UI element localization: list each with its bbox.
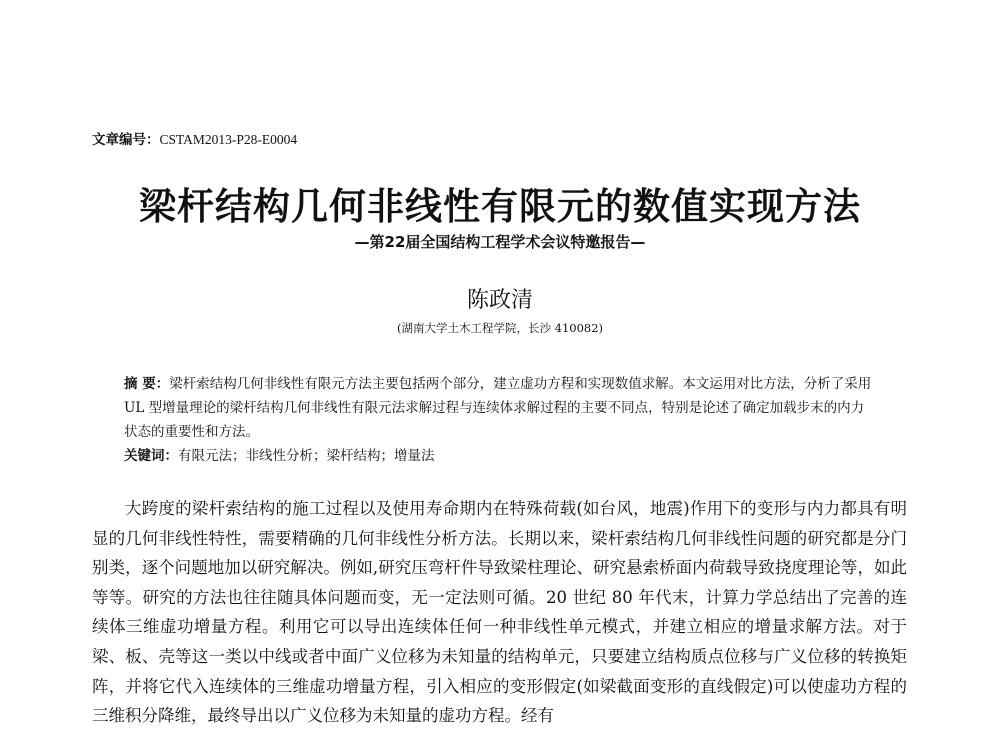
- paper-subtitle: —第22届全国结构工程学术会议特邀报告—: [354, 233, 646, 251]
- author-affiliation: (湖南大学土木工程学院，长沙 410082): [396, 321, 604, 335]
- author-name: 陈政清: [466, 288, 533, 313]
- keywords-text: 有限元法；非线性分析；梁杆结构；增量法: [178, 448, 435, 464]
- article-id-value: CSTAM2013-P28-E0004: [159, 132, 298, 147]
- abstract-label: 摘 要：: [124, 376, 170, 392]
- article-id-label: 文章编号：: [92, 132, 160, 148]
- keywords: [124, 444, 874, 464]
- keywords-label: 关键词：: [124, 448, 178, 464]
- abstract-text: 梁杆索结构几何非线性有限元方法主要包括两个部分，建立虚功方程和实现数值求解。本文运用对比方法，分析了采用 UL 型增量理论的梁杆结构几何非线性有限元法求解过程与连续体求解过程的主要不同点，特别是论述了确定加载步末的内力状态的重要性和方法。: [124, 376, 872, 440]
- body-paragraph: 大跨度的梁杆索结构的施工过程以及使用寿命期内在特殊荷载(如台风，地震)作用下的变形与内力都具有明显的几何非线性特性，需要精确的几何非线性分析方法。长期以来，梁杆索结构几何非线性问题的研究都是分门别类，逐个问题地加以研究解决。例如,研究压弯杆件导致梁柱理论、研究悬索桥面内荷载导致挠度理论等，如此等等。研究的方法也往往随具体问题而变，无一定法则可循。20 世纪 80 年代末，计算力学总结出了完善的连续体三维虚功增量方程。利用它可以导出连续体任何一种非线性单元模式，并建立相应的增量求解方法。对于梁、板、壳等这一类以中线或者中面广义位移为未知量的结构单元，只要建立结构质点位移与广义位移的转换矩阵，并将它代入连续体的三维虚功增量方程，引入相应的变形假定(如梁截面变形的直线假定)可以使虚功方程的三维积分降维，最终导出以广义位移为未知量的虚功方程。经有: [92, 499, 907, 726]
- paper-title: 梁杆结构几何非线性有限元的数值实现方法: [139, 185, 861, 228]
- article-id: [92, 128, 297, 148]
- abstract: [124, 372, 874, 444]
